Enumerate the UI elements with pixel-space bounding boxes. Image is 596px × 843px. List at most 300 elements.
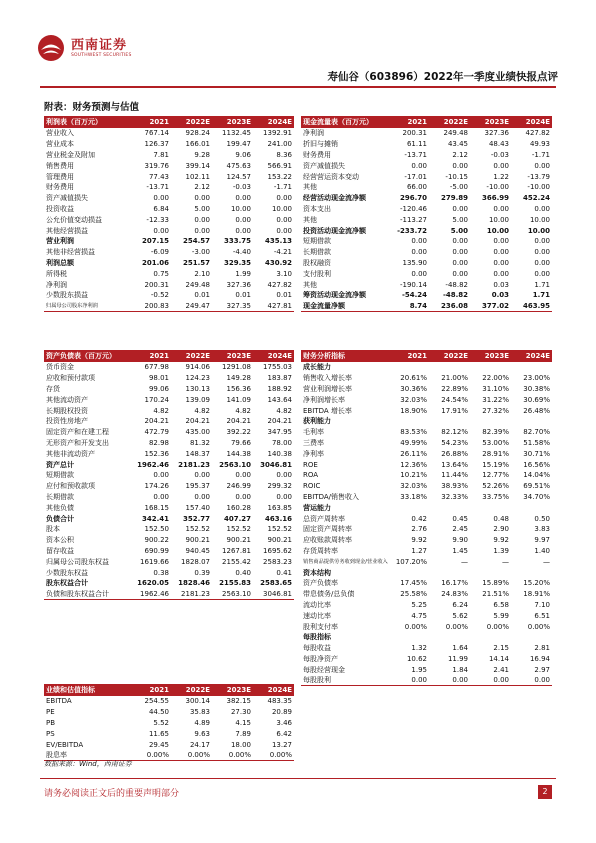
- value-cell: -0.03: [490, 150, 509, 159]
- row-label: 所得税: [46, 269, 67, 278]
- table-row: [44, 236, 294, 247]
- value-cell: 0.00: [276, 215, 292, 224]
- table-row: [44, 247, 294, 258]
- value-cell: 1392.91: [263, 129, 292, 138]
- value-cell: 0.00: [493, 237, 509, 246]
- value-cell: 236.08: [429, 301, 470, 312]
- table-row: [301, 139, 552, 150]
- value-cell: 2563.10: [212, 589, 253, 600]
- row-label: 应收和预付款项: [46, 374, 95, 383]
- row-label: 现金流量净额: [301, 301, 388, 312]
- value-cell: -10.00: [527, 183, 550, 192]
- table-row: [301, 160, 552, 171]
- table-row: [44, 524, 294, 535]
- year-header-cell: 2023E: [212, 684, 253, 696]
- row-label: 营业利润增长率: [303, 384, 352, 393]
- year-header-cell: 2021: [130, 684, 171, 696]
- value-cell: -0.03: [232, 183, 251, 192]
- year-header-cell: 2023E: [212, 350, 253, 362]
- table-row: [44, 394, 294, 405]
- value-cell: -12.33: [146, 215, 169, 224]
- table-row: [301, 513, 552, 524]
- row-label: 长期股权投资: [46, 406, 88, 415]
- logo-chinese-name: 西南证券: [71, 37, 128, 53]
- value-cell: 0.00: [534, 258, 550, 267]
- value-cell: 99.06: [148, 384, 169, 393]
- row-label: 速动比率: [303, 611, 331, 620]
- value-cell: 0.00: [153, 471, 169, 480]
- value-cell: 23.00%: [523, 374, 550, 383]
- value-cell: 20.89: [271, 708, 292, 717]
- row-label: ROIC: [303, 482, 321, 491]
- value-cell: 188.92: [267, 384, 292, 393]
- table-header-row: [301, 116, 552, 128]
- table-row: [301, 301, 552, 312]
- value-cell: 0.00%: [130, 750, 171, 761]
- valuation-metrics-table: [44, 684, 294, 761]
- row-label: 每股净资产: [303, 654, 338, 663]
- value-cell: -10.15: [445, 172, 468, 181]
- value-cell: 2.15: [493, 644, 509, 653]
- value-cell: 1.99: [235, 269, 251, 278]
- value-cell: 0.00: [194, 194, 210, 203]
- value-cell: 82.39%: [482, 428, 509, 437]
- value-cell: 81.32: [189, 438, 210, 447]
- value-cell: 13.64%: [441, 460, 468, 469]
- value-cell: 7.81: [153, 150, 169, 159]
- row-label: 资本公积: [46, 536, 74, 545]
- value-cell: 26.48%: [523, 406, 550, 415]
- row-label: 流动比率: [303, 600, 331, 609]
- value-cell: 9.90: [452, 536, 468, 545]
- value-cell: 0.00: [411, 248, 427, 257]
- table-row: [301, 373, 552, 384]
- table-row: [301, 128, 552, 139]
- value-cell: 1.84: [452, 665, 468, 674]
- value-cell: 0.00: [452, 258, 468, 267]
- value-cell: 900.21: [226, 536, 251, 545]
- value-cell: 15.19%: [482, 460, 509, 469]
- value-cell: 427.82: [267, 280, 292, 289]
- row-label: 股息率: [44, 750, 130, 761]
- value-cell: 207.15: [141, 237, 169, 246]
- value-cell: 900.22: [144, 536, 169, 545]
- value-cell: 1619.66: [140, 557, 169, 566]
- value-cell: 427.81: [253, 301, 294, 312]
- value-cell: 33.75%: [482, 492, 509, 501]
- value-cell: 32.03%: [400, 482, 427, 491]
- value-cell: 28.91%: [482, 449, 509, 458]
- value-cell: 0.41: [276, 568, 292, 577]
- value-cell: 0.00: [276, 226, 292, 235]
- row-label: 投资性房地产: [46, 417, 88, 426]
- row-label: 少数股东损益: [46, 291, 88, 300]
- value-cell: 9.97: [534, 536, 550, 545]
- year-header-cell: 2021: [388, 350, 429, 362]
- value-cell: 1.40: [534, 546, 550, 555]
- value-cell: 0.00: [153, 226, 169, 235]
- value-cell: 9.06: [235, 150, 251, 159]
- table-row: [44, 225, 294, 236]
- value-cell: 0.00%: [486, 622, 509, 631]
- row-label: 资本结构: [303, 568, 331, 577]
- value-cell: —: [543, 557, 550, 566]
- value-cell: 53.00%: [482, 438, 509, 447]
- row-label: 无形资产和开发支出: [46, 438, 109, 447]
- table-row: [44, 171, 294, 182]
- value-cell: 2.10: [194, 269, 210, 278]
- table-row: [301, 535, 552, 546]
- value-cell: 140.38: [267, 449, 292, 458]
- value-cell: 9.28: [194, 150, 210, 159]
- row-label: EBITDA 增长率: [303, 406, 352, 415]
- value-cell: 166.01: [185, 140, 210, 149]
- row-label: 经营活动现金流净额: [303, 194, 366, 203]
- row-label: 支付股利: [303, 269, 331, 278]
- row-label: 归属母公司股东净利润: [44, 301, 130, 312]
- year-header-cell: 2023E: [470, 116, 511, 128]
- table-row: [44, 578, 294, 589]
- value-cell: 30.71%: [523, 449, 550, 458]
- row-label: 归属母公司股东权益: [46, 557, 109, 566]
- value-cell: 6.51: [534, 611, 550, 620]
- value-cell: 15.89%: [482, 579, 509, 588]
- value-cell: 319.76: [144, 161, 169, 170]
- year-header-cell: 2024E: [511, 350, 552, 362]
- value-cell: 35.83: [189, 708, 210, 717]
- value-cell: -190.14: [399, 280, 427, 289]
- value-cell: 174.26: [144, 482, 169, 491]
- value-cell: 296.70: [399, 194, 427, 203]
- table-row: [44, 290, 294, 301]
- table-header-row: [44, 350, 294, 362]
- company-logo: [36, 33, 132, 63]
- value-cell: 0.38: [153, 568, 169, 577]
- row-label: 投资活动现金流净额: [303, 226, 366, 235]
- table-row: [301, 290, 552, 301]
- value-cell: 392.22: [226, 428, 251, 437]
- table-row: [44, 567, 294, 578]
- logo-mark-icon: [36, 33, 66, 63]
- value-cell: 0.00: [276, 492, 292, 501]
- value-cell: 200.31: [144, 280, 169, 289]
- table-row: [44, 416, 294, 427]
- row-label: 资产减值损失: [46, 194, 88, 203]
- value-cell: [429, 416, 470, 427]
- value-cell: 14.14: [488, 654, 509, 663]
- value-cell: 18.90%: [400, 406, 427, 415]
- value-cell: 407.27: [223, 514, 251, 523]
- value-cell: 0.00: [534, 204, 550, 213]
- row-label: 筹资活动现金流净额: [303, 291, 366, 300]
- row-label: 股东权益合计: [46, 579, 88, 588]
- value-cell: 54.23%: [441, 438, 468, 447]
- value-cell: 6.42: [276, 729, 292, 738]
- value-cell: 126.37: [144, 140, 169, 149]
- table-row: [44, 535, 294, 546]
- value-cell: 11.99: [447, 654, 468, 663]
- table-row: [301, 502, 552, 513]
- value-cell: 204.21: [267, 417, 292, 426]
- row-label: 其他负债: [46, 503, 74, 512]
- value-cell: 0.00: [411, 269, 427, 278]
- row-label: 每股收益: [303, 644, 331, 653]
- value-cell: 0.00: [452, 204, 468, 213]
- value-cell: 1.27: [411, 546, 427, 555]
- value-cell: 27.30: [230, 708, 251, 717]
- value-cell: 43.45: [447, 140, 468, 149]
- value-cell: 38.93%: [441, 482, 468, 491]
- table-row: [44, 546, 294, 557]
- value-cell: 10.21%: [400, 471, 427, 480]
- data-source-note: 数据来源：Wind，西南证券: [44, 760, 132, 768]
- value-cell: 0.48: [493, 514, 509, 523]
- value-cell: 2155.42: [222, 557, 251, 566]
- table-row: [301, 589, 552, 600]
- value-cell: 144.38: [226, 449, 251, 458]
- value-cell: [511, 416, 552, 427]
- row-label: 存货周转率: [303, 546, 338, 555]
- value-cell: 300.14: [185, 697, 210, 706]
- value-cell: 0.00%: [527, 622, 550, 631]
- value-cell: 3046.81: [260, 460, 292, 469]
- value-cell: 342.41: [141, 514, 169, 523]
- value-cell: [429, 502, 470, 513]
- value-cell: 10.00: [529, 215, 550, 224]
- row-label: 每股经营现金: [303, 665, 345, 674]
- table-row: [301, 171, 552, 182]
- table-row: [44, 707, 294, 718]
- value-cell: 0.00: [452, 269, 468, 278]
- table-title-cell: 利润表（百万元）: [44, 116, 130, 128]
- row-label: 负债合计: [46, 514, 74, 523]
- row-label: ROE: [303, 460, 318, 469]
- value-cell: 33.18%: [400, 492, 427, 501]
- value-cell: 4.82: [153, 406, 169, 415]
- page-header: [0, 0, 596, 100]
- row-label: EV/EBITDA: [46, 740, 84, 749]
- value-cell: 1695.62: [263, 546, 292, 555]
- row-label: 短期借款: [303, 237, 331, 246]
- row-label: 毛利率: [303, 428, 324, 437]
- table-row: [301, 578, 552, 589]
- value-cell: 4.82: [194, 406, 210, 415]
- value-cell: [511, 632, 552, 643]
- table-row: [301, 664, 552, 675]
- table-row: [301, 204, 552, 215]
- value-cell: 22.00%: [482, 374, 509, 383]
- value-cell: 152.52: [226, 525, 251, 534]
- financial-ratios-table: [301, 350, 552, 686]
- value-cell: 900.21: [267, 536, 292, 545]
- value-cell: 0.00: [194, 215, 210, 224]
- value-cell: 11.65: [148, 729, 169, 738]
- table-row: [301, 546, 552, 557]
- logo-english-name: SOUTHWEST SECURITIES: [71, 52, 132, 58]
- value-cell: 0.00: [276, 194, 292, 203]
- value-cell: 5.00: [194, 204, 210, 213]
- value-cell: 25.58%: [400, 590, 427, 599]
- row-label: 营业成本: [46, 140, 74, 149]
- value-cell: 463.95: [511, 301, 552, 312]
- value-cell: 0.00: [235, 194, 251, 203]
- table-row: [301, 247, 552, 258]
- row-label: PE: [46, 708, 55, 717]
- value-cell: 9.92: [411, 536, 427, 545]
- value-cell: [388, 632, 429, 643]
- row-label: ROA: [303, 471, 319, 480]
- value-cell: 2.41: [493, 665, 509, 674]
- year-header-cell: 2021: [130, 350, 171, 362]
- row-label: PB: [46, 718, 56, 727]
- value-cell: 141.09: [226, 395, 251, 404]
- table-row: [301, 556, 552, 567]
- value-cell: 49.99%: [400, 438, 427, 447]
- value-cell: 17.45%: [400, 579, 427, 588]
- table-row: [44, 470, 294, 481]
- table-row: [301, 621, 552, 632]
- value-cell: 168.15: [144, 503, 169, 512]
- row-label: 净利率: [303, 449, 324, 458]
- row-label: 获利能力: [303, 417, 331, 426]
- value-cell: 30.36%: [400, 384, 427, 393]
- value-cell: 677.98: [144, 363, 169, 372]
- table-row: [301, 182, 552, 193]
- table-row: [44, 481, 294, 492]
- value-cell: 463.16: [264, 514, 292, 523]
- value-cell: 249.47: [171, 301, 212, 312]
- value-cell: 20.61%: [400, 374, 427, 383]
- row-label: 其他经营损益: [46, 226, 88, 235]
- value-cell: 327.36: [484, 129, 509, 138]
- table-row: [301, 258, 552, 269]
- value-cell: 0.00%: [404, 622, 427, 631]
- value-cell: 0.00: [452, 237, 468, 246]
- value-cell: 5.00: [452, 215, 468, 224]
- value-cell: 24.17: [189, 740, 210, 749]
- value-cell: 156.36: [226, 384, 251, 393]
- value-cell: 16.94: [529, 654, 550, 663]
- table-row: [44, 268, 294, 279]
- value-cell: 0.00: [493, 248, 509, 257]
- value-cell: 0.03: [491, 291, 509, 300]
- row-label: 货币资金: [46, 363, 74, 372]
- value-cell: 160.28: [226, 503, 251, 512]
- value-cell: 1828.07: [181, 557, 210, 566]
- row-label: 资产负债率: [303, 579, 338, 588]
- value-cell: 5.00: [450, 226, 468, 235]
- value-cell: 31.10%: [482, 384, 509, 393]
- value-cell: 61.11: [406, 140, 427, 149]
- income-statement-table: [44, 116, 294, 312]
- value-cell: 27.32%: [482, 406, 509, 415]
- value-cell: 2.90: [493, 525, 509, 534]
- table-title-cell: 资产负债表（百万元）: [44, 350, 130, 362]
- table-row: [301, 632, 552, 643]
- value-cell: 483.35: [267, 697, 292, 706]
- table-row: [301, 610, 552, 621]
- table-row: [301, 405, 552, 416]
- value-cell: 21.00%: [441, 374, 468, 383]
- value-cell: 0.01: [276, 291, 292, 300]
- row-label: 营运能力: [303, 503, 331, 512]
- value-cell: 7.10: [534, 600, 550, 609]
- table-row: [301, 279, 552, 290]
- value-cell: 1755.03: [263, 363, 292, 372]
- value-cell: 0.00: [534, 269, 550, 278]
- table-title-cell: 现金流量表（百万元）: [301, 116, 388, 128]
- table-row: [44, 258, 294, 269]
- table-row: [44, 405, 294, 416]
- row-label: 每股指标: [303, 633, 331, 642]
- table-row: [44, 438, 294, 449]
- table-row: [44, 739, 294, 750]
- table-row: [44, 362, 294, 373]
- value-cell: 4.15: [235, 718, 251, 727]
- table-row: [44, 150, 294, 161]
- value-cell: [388, 502, 429, 513]
- value-cell: [470, 632, 511, 643]
- row-label: 长期借款: [46, 492, 74, 501]
- value-cell: 6.58: [493, 600, 509, 609]
- value-cell: 0.01: [194, 291, 210, 300]
- value-cell: [388, 362, 429, 373]
- value-cell: 2583.23: [263, 557, 292, 566]
- value-cell: 0.00: [276, 471, 292, 480]
- row-label: 销售商品提供劳务收到现金/营业收入: [303, 558, 388, 565]
- value-cell: 0.42: [411, 514, 427, 523]
- value-cell: 900.21: [185, 536, 210, 545]
- value-cell: 2.12: [194, 183, 210, 192]
- value-cell: 4.82: [276, 406, 292, 415]
- value-cell: 0.00: [470, 675, 511, 686]
- value-cell: -3.00: [191, 248, 210, 257]
- value-cell: 2.76: [411, 525, 427, 534]
- value-cell: 130.13: [185, 384, 210, 393]
- row-label: 营业税金及附加: [46, 150, 95, 159]
- value-cell: 26.11%: [400, 449, 427, 458]
- table-row: [301, 567, 552, 578]
- value-cell: 0.40: [235, 568, 251, 577]
- value-cell: 31.22%: [482, 395, 509, 404]
- value-cell: -6.09: [150, 248, 169, 257]
- value-cell: 475.63: [226, 161, 251, 170]
- table-row: [301, 448, 552, 459]
- value-cell: 135.90: [402, 258, 427, 267]
- year-header-cell: 2021: [388, 116, 429, 128]
- row-label: 财务费用: [46, 183, 74, 192]
- value-cell: 16.56%: [523, 460, 550, 469]
- value-cell: 9.92: [493, 536, 509, 545]
- row-label: 固定资产周转率: [303, 525, 352, 534]
- value-cell: 10.00: [271, 204, 292, 213]
- year-header-cell: 2024E: [253, 684, 294, 696]
- table-row: [44, 589, 294, 600]
- value-cell: 249.48: [443, 129, 468, 138]
- table-row: [301, 654, 552, 665]
- value-cell: 1.71: [534, 280, 550, 289]
- value-cell: 327.36: [226, 280, 251, 289]
- value-cell: 30.69%: [523, 395, 550, 404]
- value-cell: -233.72: [397, 226, 427, 235]
- row-label: 其他: [303, 280, 317, 289]
- value-cell: 0.00%: [212, 750, 253, 761]
- table-row: [44, 384, 294, 395]
- value-cell: 249.48: [185, 280, 210, 289]
- table-row: [301, 643, 552, 654]
- value-cell: 299.32: [267, 482, 292, 491]
- year-header-cell: 2022E: [171, 684, 212, 696]
